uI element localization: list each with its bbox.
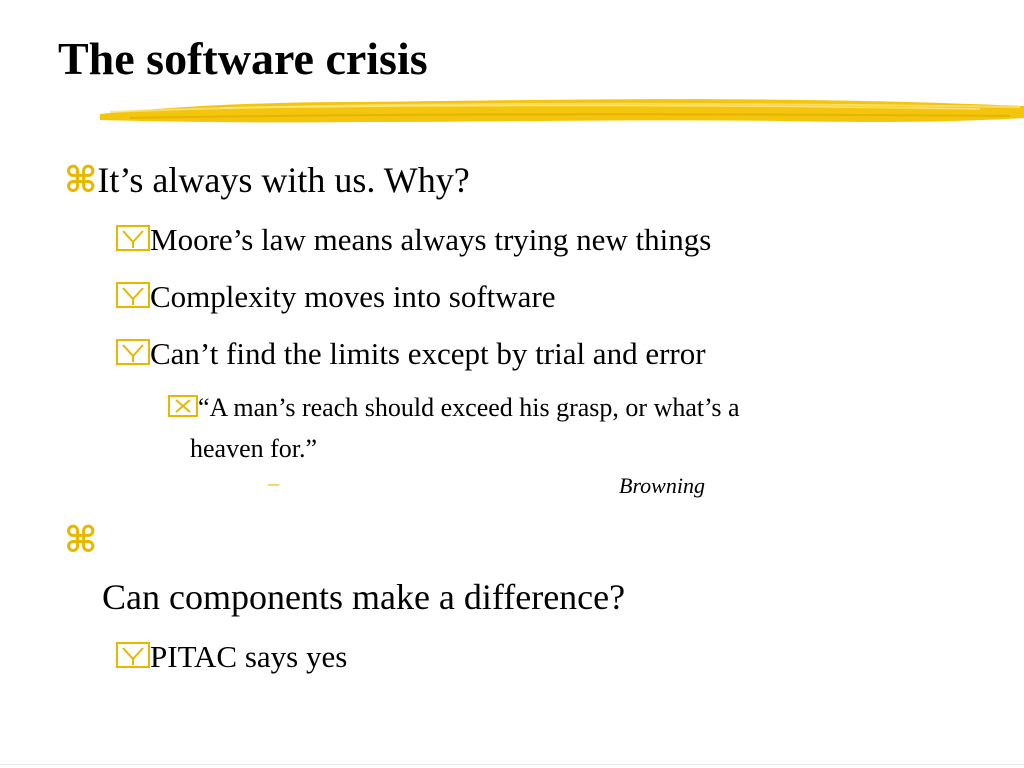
bullet-item [64,160,470,201]
quote-text-line1: “A man’s reach should exceed his grasp, or what’s a [198,393,740,422]
slide-title: The software crisis [58,33,428,84]
sub-bullet-item [116,336,706,372]
y-checkbox-icon [116,282,150,308]
sub-bullet-item [116,222,711,258]
command-icon: ⌘ [64,160,98,201]
y-checkbox-icon [116,225,150,251]
bullet-text: Can components make a difference? [102,577,626,617]
x-checkbox-icon [168,395,198,417]
command-icon: ⌘ [64,520,98,561]
bullet-text: It’s always with us. Why? [97,160,470,200]
quote-continuation [190,434,317,464]
attribution-name: Browning [619,473,705,498]
sub-bullet-item [116,639,347,675]
quote-text-line2: heaven for.” [190,434,318,463]
attribution-dash: – [268,470,279,495]
bullet-text: PITAC says yes [150,639,348,674]
quote-bullet-item [168,393,740,423]
title-underline-brush [100,92,1024,132]
sub-bullet-item [116,279,556,315]
bullet-continuation [102,577,625,618]
bullet-text: Complexity moves into software [150,279,556,314]
bullet-text: Can’t find the limits except by trial and error [150,336,706,371]
bottom-divider [0,764,1024,765]
y-checkbox-icon [116,339,150,365]
bullet-text: Moore’s law means always trying new things [150,222,712,257]
y-checkbox-icon [116,642,150,668]
bullet-item [64,520,97,561]
